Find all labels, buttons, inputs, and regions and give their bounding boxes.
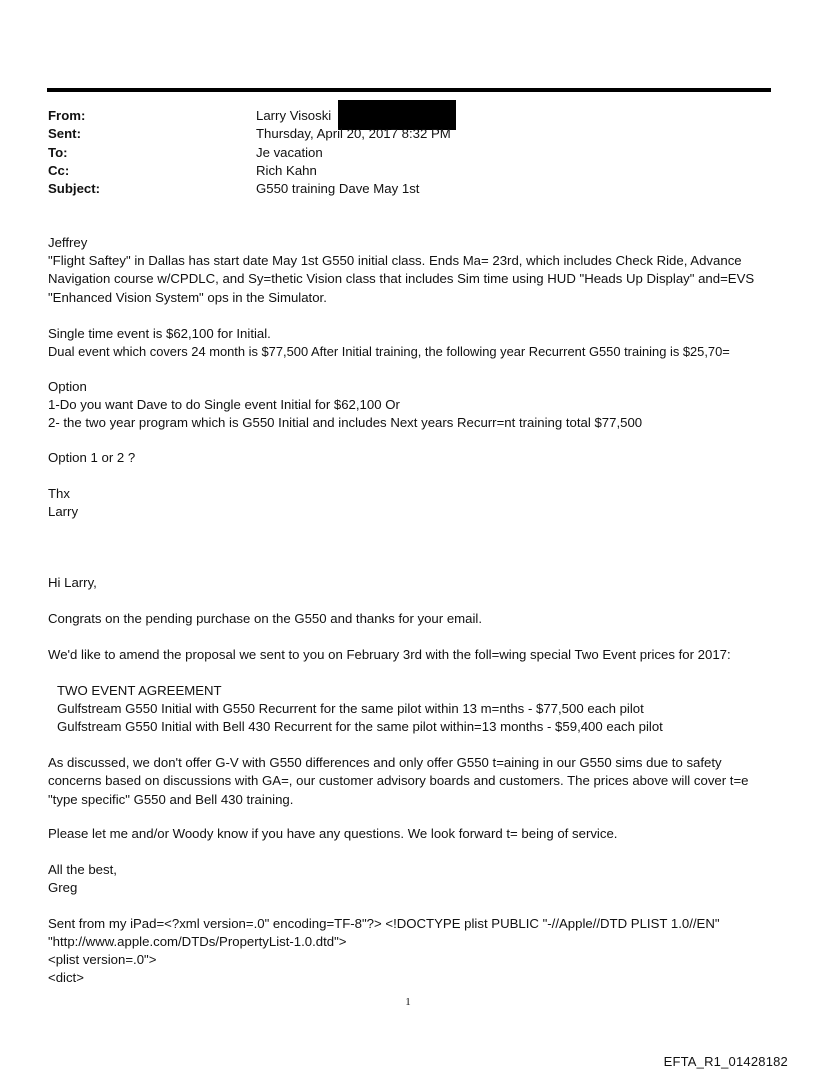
- subject-value: G550 training Dave May 1st: [256, 181, 420, 196]
- from-value: Larry Visoski: [256, 108, 332, 123]
- agreement-title: TWO EVENT AGREEMENT: [57, 683, 222, 698]
- dual-event-price: Dual event which covers 24 month is $77,500 After Initial training, the following year Recurrent G550 training is $25,70=: [48, 344, 730, 359]
- plist-line: <plist version=.0">: [48, 952, 157, 967]
- discussed-paragraph: As discussed, we don't offer G-V with G550 differences and only offer G550 t=aining in our G550 sims due to safety concerns based on discussions with GA=, our customer advisory boards and customers. The prices above will cover t=e "type specific" G550 and Bell 430 training.: [48, 755, 749, 807]
- option-question: Option 1 or 2 ?: [48, 450, 136, 465]
- subject-label: Subject:: [48, 181, 101, 196]
- questions-line: Please let me and/or Woody know if you have any questions. We look forward t= being of service.: [48, 826, 618, 841]
- option-heading: Option: [48, 379, 87, 394]
- cc-value: Rich Kahn: [256, 163, 317, 178]
- page-number: 1: [405, 996, 411, 1008]
- congrats-line: Congrats on the pending purchase on the G550 and thanks for your email.: [48, 611, 483, 626]
- cc-label: Cc:: [48, 163, 70, 178]
- sender-name: Greg: [48, 880, 78, 895]
- option-2: 2- the two year program which is G550 Initial and includes Next years Recurr=nt training total $77,500: [48, 415, 643, 430]
- message2-greeting: Hi Larry,: [48, 575, 97, 590]
- dtd-url-line: "http://www.apple.com/DTDs/PropertyList-1.0.dtd">: [48, 934, 347, 949]
- agreement-line-1: Gulfstream G550 Initial with G550 Recurrent for the same pilot within 13 m=nths - $77,500 each pilot: [57, 701, 644, 716]
- to-label: To:: [48, 145, 68, 160]
- to-value: Je vacation: [256, 145, 323, 160]
- option-1: 1-Do you want Dave to do Single event Initial for $62,100 Or: [48, 397, 400, 412]
- closing-line: All the best,: [48, 862, 117, 877]
- sent-value: Thursday, April 20, 2017 8:32 PM: [256, 126, 451, 141]
- amend-line: We'd like to amend the proposal we sent to you on February 3rd with the foll=wing special Two Event prices for 2017:: [48, 647, 731, 662]
- header-rule: [47, 88, 771, 92]
- sent-label: Sent:: [48, 126, 81, 141]
- from-label: From:: [48, 108, 86, 123]
- dict-line: <dict>: [48, 970, 84, 985]
- message1-greeting: Jeffrey: [48, 235, 88, 250]
- message1-thanks: Thx: [48, 486, 70, 501]
- sent-from-line: Sent from my iPad=<?xml version=.0" encoding=TF-8"?> <!DOCTYPE plist PUBLIC "-//Apple//DTD PLIST 1.0//EN": [48, 916, 720, 931]
- single-event-price: Single time event is $62,100 for Initial.: [48, 326, 271, 341]
- message1-paragraph: "Flight Saftey" in Dallas has start date May 1st G550 initial class. Ends Ma= 23rd, which includes Check Ride, Advance Navigation course w/CPDLC, and Sy=thetic Vision class that includes Sim time using HUD "Heads Up Display" and=EVS "Enhanced Vision System" ops in the Simulator.: [48, 253, 755, 305]
- document-id: EFTA_R1_01428182: [663, 1054, 788, 1069]
- agreement-line-2: Gulfstream G550 Initial with Bell 430 Recurrent for the same pilot within=13 months - $59,400 each pilot: [57, 719, 663, 734]
- message1-signature: Larry: [48, 504, 79, 519]
